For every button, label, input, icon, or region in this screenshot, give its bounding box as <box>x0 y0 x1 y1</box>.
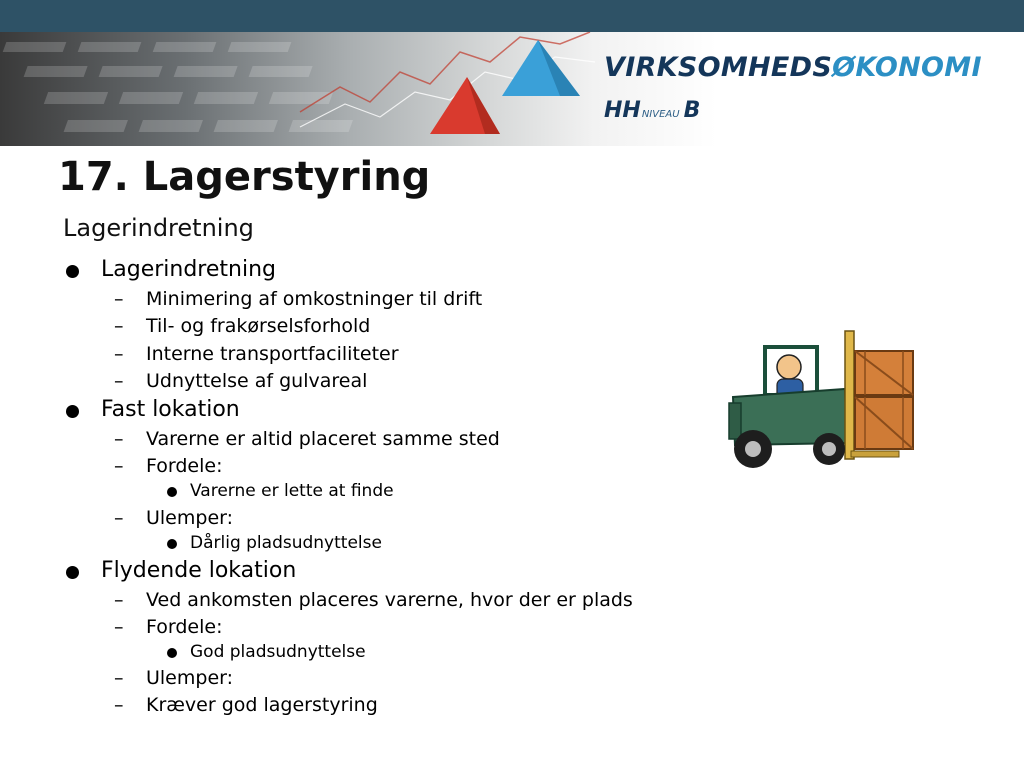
sub-sub-bullet: Varerne er lette at finde <box>190 481 394 501</box>
forklift-icon <box>725 325 920 475</box>
sub-bullet: – Kræver god lagerstyring <box>146 694 378 716</box>
keyboard-chart-graphic <box>0 32 1024 146</box>
sub-bullet: – Fordele: <box>146 455 222 477</box>
sub-bullet: – Interne transportfaciliteter <box>146 343 399 365</box>
brand-title: VIRKSOMHEDSØKONOMI <box>604 52 982 83</box>
slide-title: 17. Lagerstyring <box>58 154 431 200</box>
bullet-fast-lokation: Fast lokation <box>101 397 240 422</box>
sub-bullet: – Udnyttelse af gulvareal <box>146 370 367 392</box>
brand-level: HHNIVEAU B <box>604 98 701 123</box>
sub-bullet: – Ulemper: <box>146 667 233 689</box>
sub-bullet: – Ved ankomsten placeres varerne, hvor der er plads <box>146 589 633 611</box>
sub-bullet: – Varerne er altid placeret samme sted <box>146 428 500 450</box>
sub-sub-bullet: Dårlig pladsudnyttelse <box>190 533 382 553</box>
bullet-lagerindretning: Lagerindretning <box>101 257 276 282</box>
top-bar <box>0 0 1024 32</box>
sub-sub-bullet: God pladsudnyttelse <box>190 642 366 662</box>
sub-bullet: – Minimering af omkostninger til drift <box>146 288 482 310</box>
slide-subtitle: Lagerindretning <box>63 214 254 242</box>
bullet-flydende-lokation: Flydende lokation <box>101 558 297 583</box>
sub-bullet: – Ulemper: <box>146 507 233 529</box>
header-banner <box>0 32 1024 146</box>
sub-bullet: – Til- og frakørselsforhold <box>146 315 370 337</box>
sub-bullet: – Fordele: <box>146 616 222 638</box>
